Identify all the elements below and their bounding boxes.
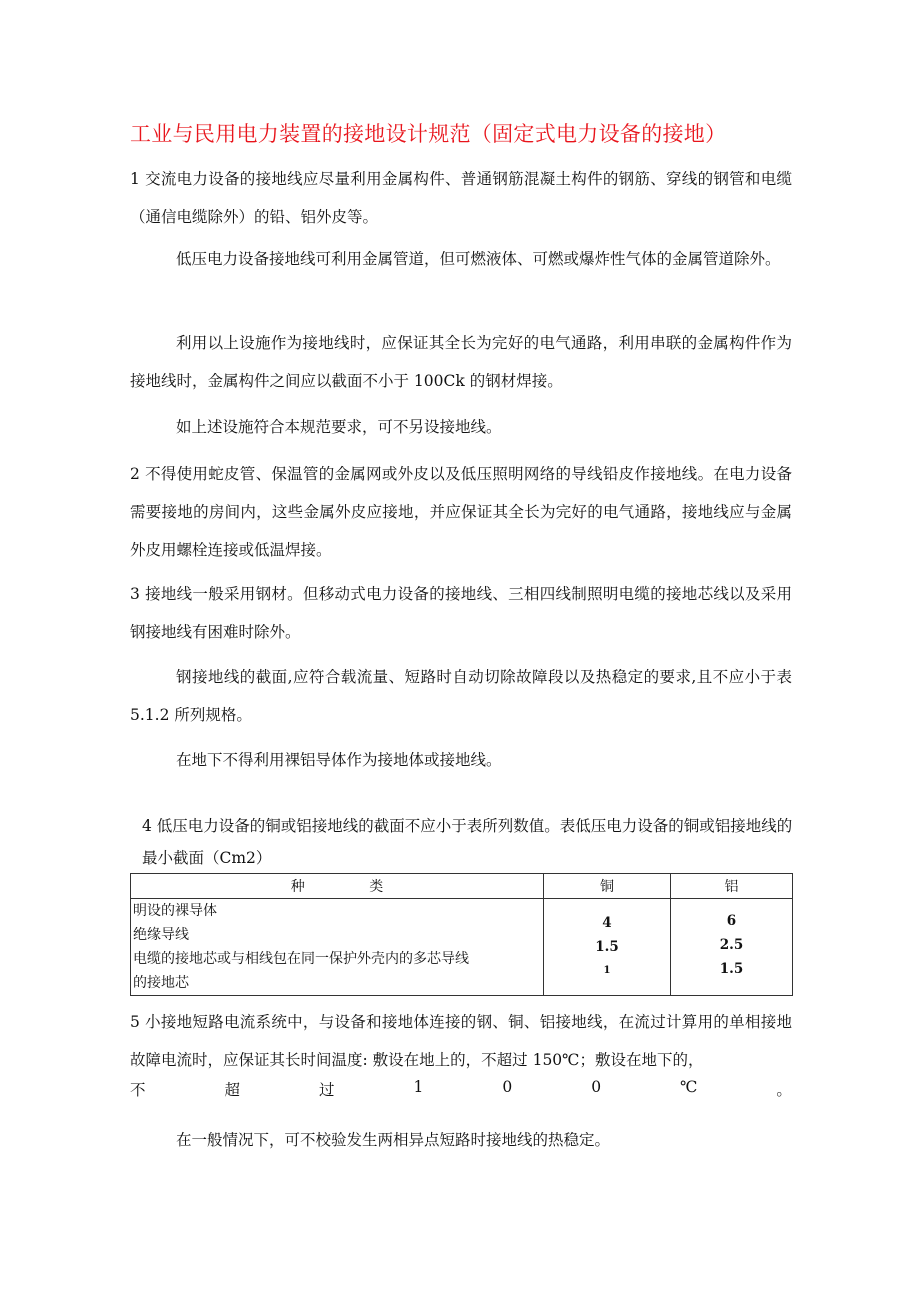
- paragraph-3: 利用以上设施作为接地线时，应保证其全长为完好的电气通路，利用串联的金属构件作为接地线时，金属构件之间应以截面不小于 100Ck 的钢材焊接。: [130, 334, 792, 390]
- aluminum-value: 2.5: [719, 937, 744, 953]
- header-copper: 铜: [544, 874, 671, 899]
- paragraph-4: 如上述设施符合本规范要求，可不另设接地线。: [176, 418, 502, 436]
- paragraph-7: 钢接地线的截面,应符合载流量、短路时自动切除故障段以及热稳定的要求,且不应小于表 5.1.2 所列规格。: [130, 668, 792, 724]
- spaced-char: 1: [413, 1078, 424, 1096]
- paragraph-8: 在地下不得利用裸铝导体作为接地体或接地线。: [176, 751, 502, 769]
- conductor-type: 明设的裸导体: [133, 903, 217, 919]
- spaced-char: 。: [776, 1081, 792, 1099]
- aluminum-value: 1.5: [719, 961, 744, 977]
- paragraph-5: 2 不得使用蛇皮管、保温管的金属网或外皮以及低压照明网络的导线铅皮作接地线。在电力设备需要接地的房间内，这些金属外皮应接地，并应保证其全长为完好的电气通路，接地线应与金属外皮用螺栓连接或低温焊接。: [130, 465, 792, 559]
- conductor-type: 绝缘导线: [133, 927, 189, 943]
- copper-value: 1: [603, 965, 611, 976]
- aluminum-values-cell: [671, 899, 793, 996]
- spaced-char: 超: [224, 1081, 241, 1099]
- paragraph-10: 在一般情况下，可不校验发生两相异点短路时接地线的热稳定。: [176, 1131, 611, 1149]
- copper-value: 1.5: [595, 939, 619, 955]
- table-header-row: [131, 874, 793, 899]
- spaced-char: ℃: [680, 1078, 698, 1096]
- document-title: 工业与民用电力装置的接地设计规范（固定式电力设备的接地）: [130, 122, 727, 146]
- min-cross-section-table: [130, 873, 793, 996]
- conductor-type: 的接地芯: [133, 975, 189, 991]
- spaced-continuation-line: [130, 1078, 792, 1100]
- header-type: 种 类: [131, 874, 544, 899]
- paragraph-6: 3 接地线一般采用钢材。但移动式电力设备的接地线、三相四线制照明电缆的接地芯线以及采用钢接地线有困难时除外。: [130, 585, 792, 641]
- conductor-types-cell: [131, 899, 544, 996]
- copper-value: 4: [602, 915, 612, 931]
- paragraph-2: 低压电力设备接地线可利用金属管道，但可燃液体、可燃或爆炸性气体的金属管道除外。: [176, 250, 781, 268]
- spaced-char: 0: [591, 1078, 602, 1096]
- paragraph-1: 1 交流电力设备的接地线应尽量利用金属构件、普通钢筋混凝土构件的钢筋、穿线的钢管和电缆（通信电缆除外）的铅、铝外皮等。: [130, 170, 792, 226]
- copper-values-cell: [544, 899, 671, 996]
- spaced-char: 0: [502, 1078, 513, 1096]
- spaced-char: 不: [130, 1081, 146, 1099]
- header-aluminum: 铝: [671, 874, 793, 899]
- table-body-row: [131, 899, 793, 996]
- paragraph-9: 5 小接地短路电流系统中，与设备和接地体连接的钢、铜、铝接地线，在流过计算用的单相接地故障电流时，应保证其长时间温度: 敷设在地上的，不超过 150℃；敷设在地下的，: [130, 1013, 792, 1069]
- aluminum-value: 6: [726, 913, 737, 929]
- table-caption: 4 低压电力设备的铜或铝接地线的截面不应小于表所列数值。表低压电力设备的铜或铝接地线的最小截面（Cm2）: [142, 817, 793, 867]
- conductor-type: 电缆的接地芯或与相线包在同一保护外壳内的多芯导线: [133, 951, 469, 967]
- spaced-char: 过: [319, 1081, 335, 1099]
